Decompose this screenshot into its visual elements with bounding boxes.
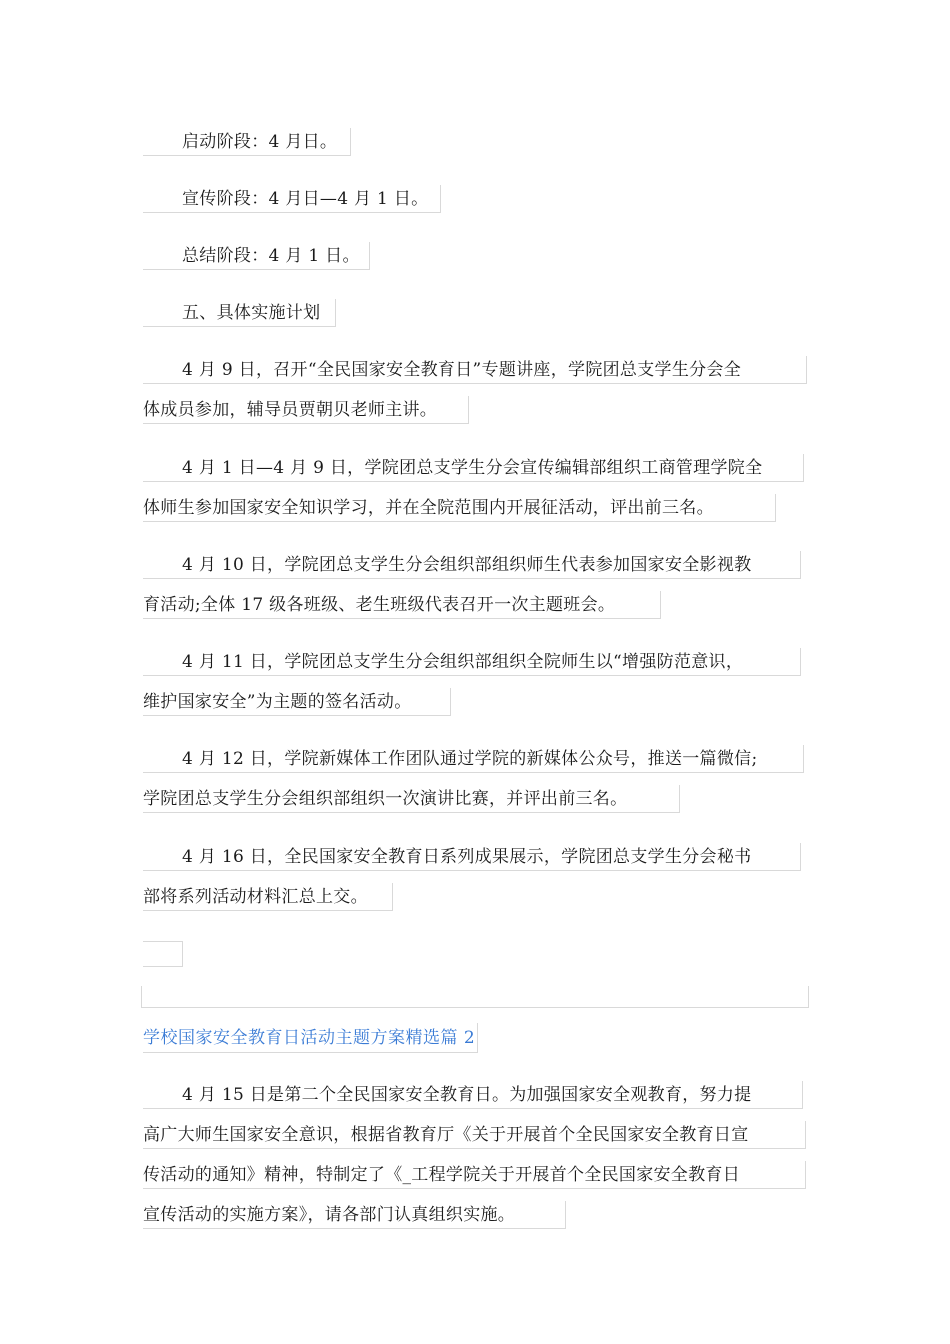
section-title: 学校国家安全教育日活动主题方案精选篇 2	[143, 1023, 478, 1053]
intro-line-4: 宣传活动的实施方案》，请各部门认真组织实施。	[143, 1201, 566, 1229]
plan-item-1-line-1: 4 月 9 日，召开“全民国家安全教育日”专题讲座，学院团总支学生分会全	[143, 356, 807, 384]
plan-item-2-line-1: 4 月 1 日—4 月 9 日，学院团总支学生分会宣传编辑部组织工商管理学院全	[143, 454, 804, 482]
plan-item-6-line-2: 部将系列活动材料汇总上交。	[143, 883, 393, 911]
intro-line-1: 4 月 15 日是第二个全民国家安全教育日。为加强国家安全观教育，努力提	[143, 1081, 803, 1109]
intro-line-2: 高广大师生国家安全意识，根据省教育厅《关于开展首个全民国家安全教育日宣	[143, 1121, 806, 1149]
empty-paragraph-box	[143, 941, 183, 967]
plan-item-5-line-2: 学院团总支学生分会组织部组织一次演讲比赛，并评出前三名。	[143, 785, 680, 813]
plan-item-6-line-1: 4 月 16 日，全民国家安全教育日系列成果展示，学院团总支学生分会秘书	[143, 843, 801, 871]
plan-item-4-line-1: 4 月 11 日，学院团总支学生分会组织部组织全院师生以“增强防范意识，	[143, 648, 801, 676]
plan-item-2-line-2: 体师生参加国家安全知识学习，并在全院范围内开展征活动，评出前三名。	[143, 494, 776, 522]
stage-start-line: 启动阶段：4 月日。	[143, 128, 351, 156]
stage-summary-line: 总结阶段：4 月 1 日。	[143, 242, 370, 270]
plan-item-3-line-1: 4 月 10 日，学院团总支学生分会组织部组织师生代表参加国家安全影视教	[143, 551, 801, 579]
plan-item-3-line-2: 育活动;全体 17 级各班级、老生班级代表召开一次主题班会。	[143, 591, 661, 619]
stage-publicity-line: 宣传阶段：4 月日—4 月 1 日。	[143, 185, 441, 213]
plan-item-5-line-1: 4 月 12 日，学院新媒体工作团队通过学院的新媒体公众号，推送一篇微信;	[143, 745, 804, 773]
intro-line-3: 传活动的通知》精神，特制定了《_工程学院关于开展首个全民国家安全教育日	[143, 1161, 806, 1189]
plan-heading: 五、具体实施计划	[143, 299, 336, 327]
section-divider	[141, 986, 809, 1008]
plan-item-4-line-2: 维护国家安全”为主题的签名活动。	[143, 688, 451, 716]
plan-item-1-line-2: 体成员参加，辅导员贾朝贝老师主讲。	[143, 396, 469, 424]
